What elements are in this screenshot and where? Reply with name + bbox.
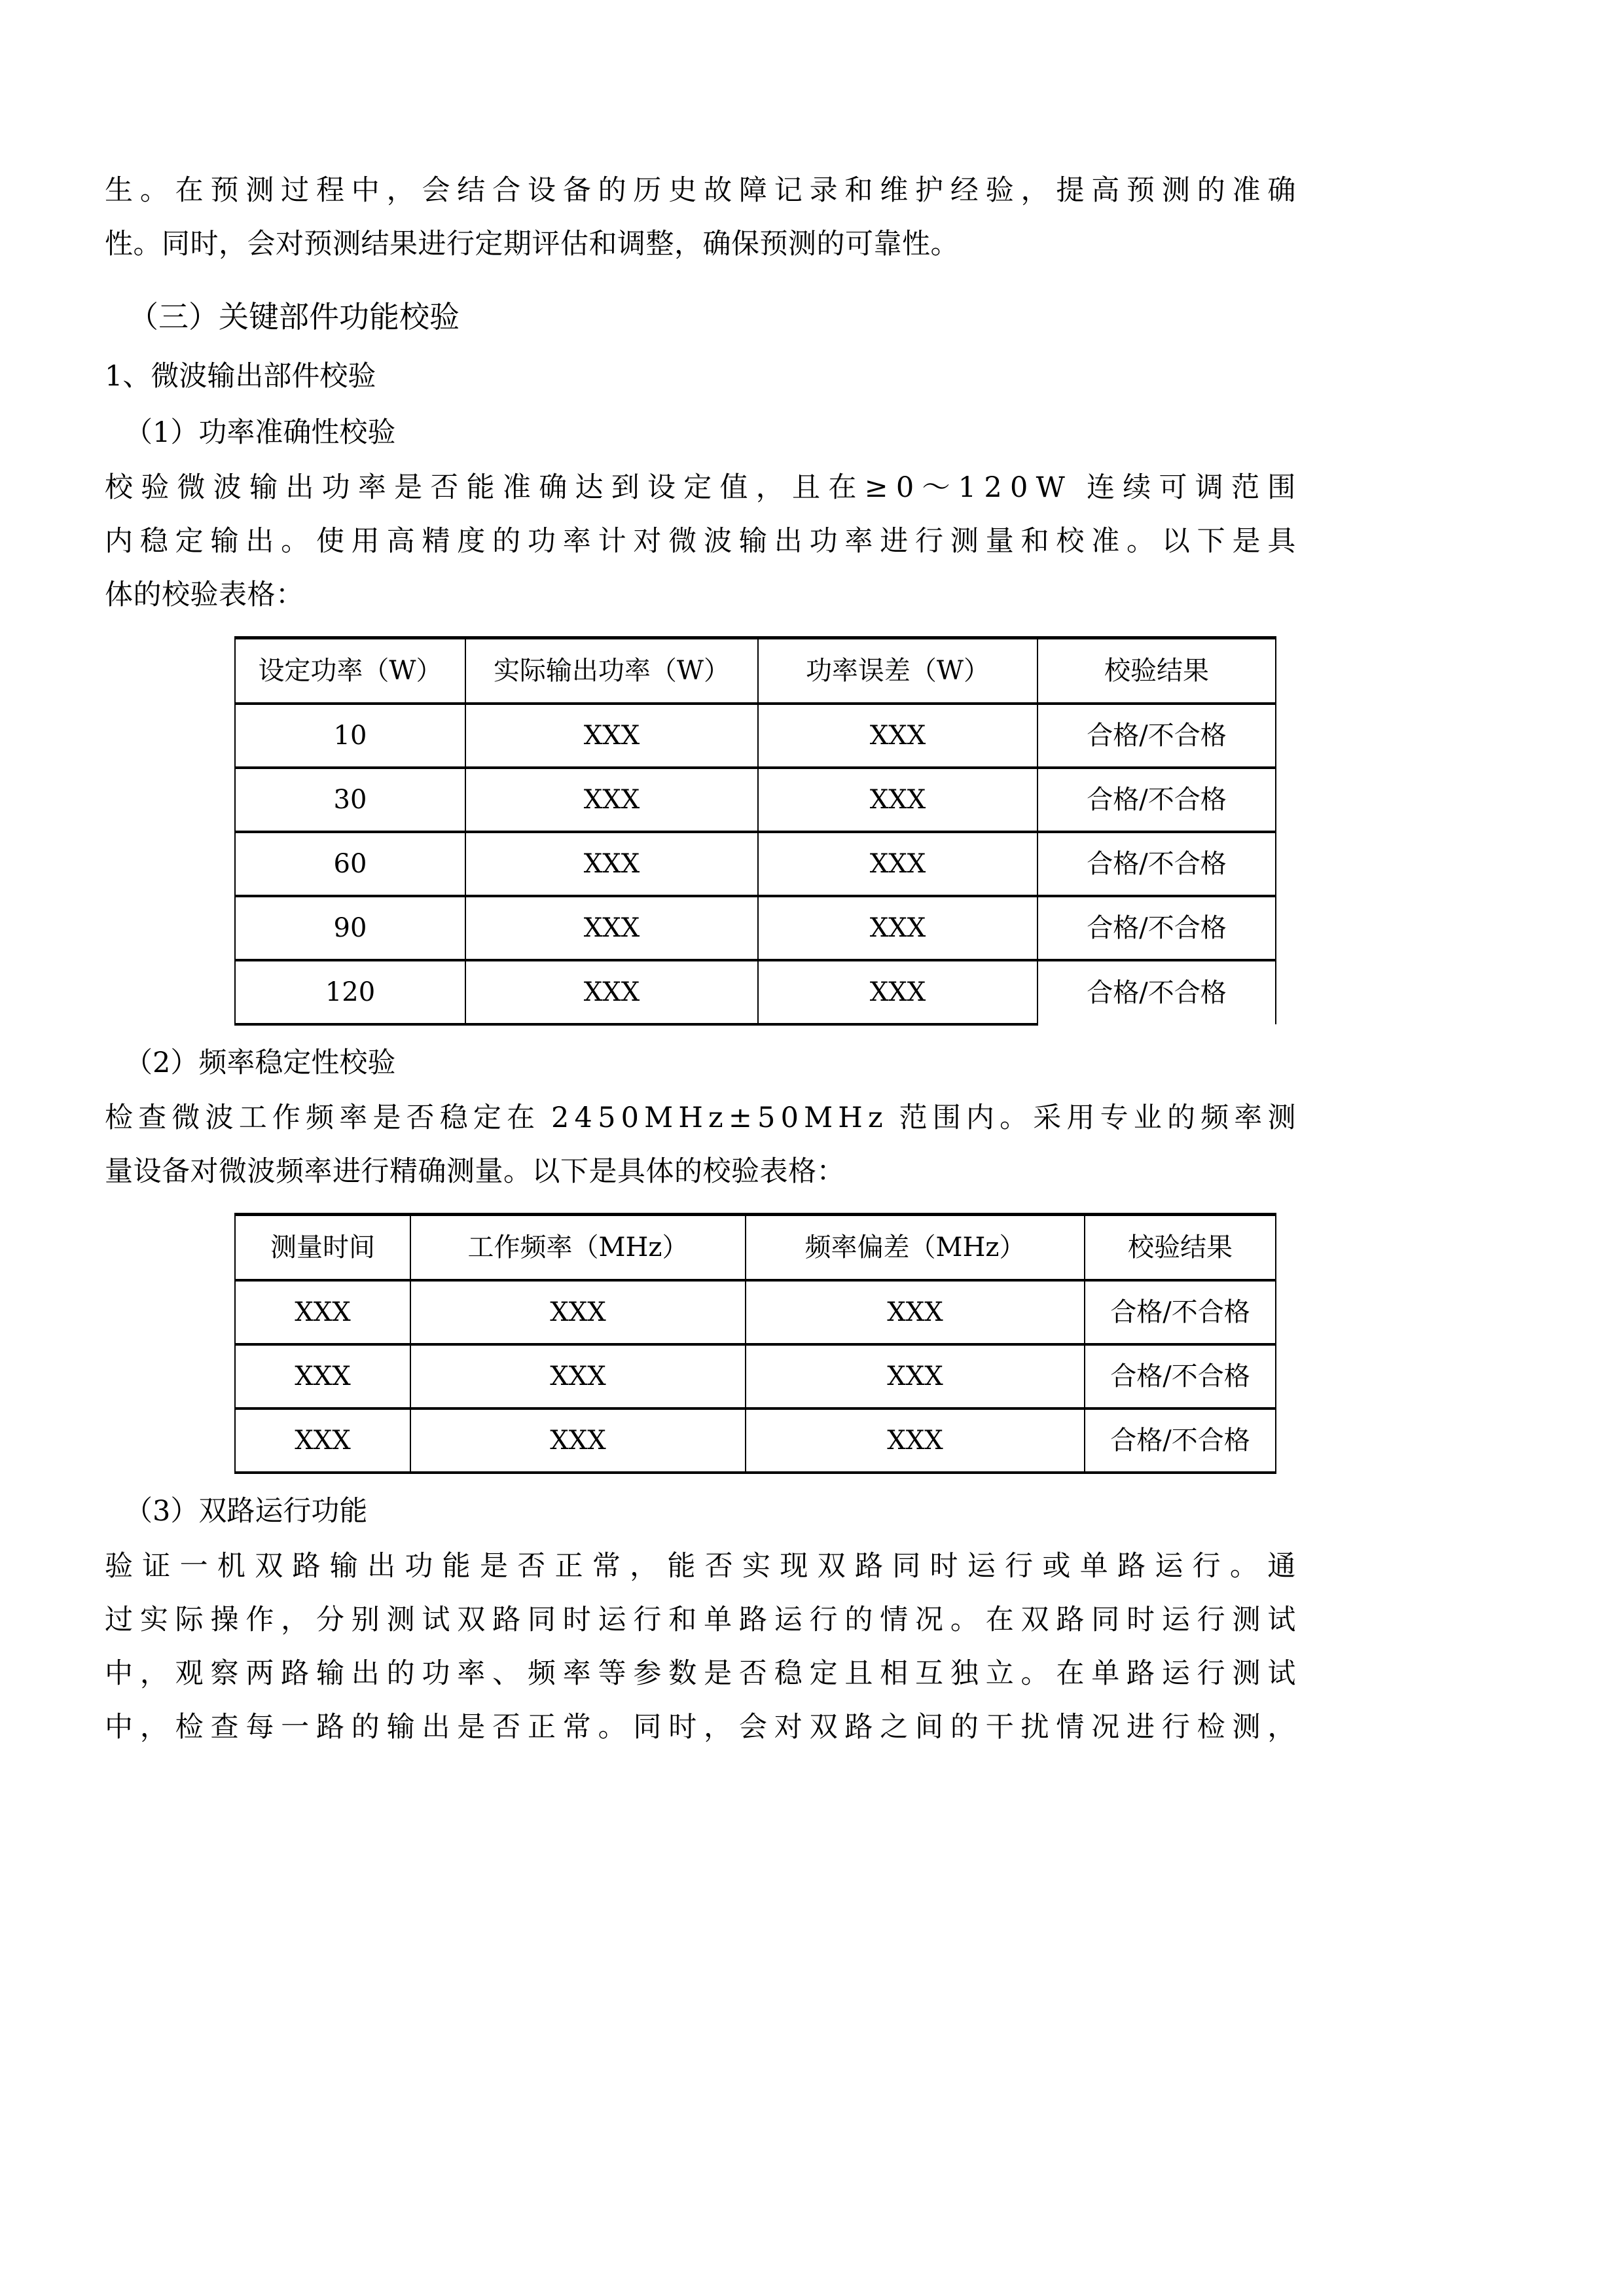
table-cell: XXX <box>465 704 758 768</box>
table-row <box>235 1344 1276 1408</box>
heading-sub-2: （2）频率稳定性校验 <box>124 1047 396 1079</box>
paragraph-line: 过 实 际 操 作 ， 分 别 测 试 双 路 同 时 运 行 和 单 路 运 行 的 情 况 。 在 双 路 同 时 运 行 测 试 <box>105 1604 1296 1636</box>
table-cell: XXX <box>758 960 1038 1024</box>
table-cell: 合格/不合格 <box>1038 960 1276 1024</box>
table-power-wrapper <box>105 622 1296 1035</box>
table-cell: XXX <box>465 960 758 1024</box>
heading-sub-1: （1）功率准确性校验 <box>124 416 396 449</box>
table-cell: XXX <box>410 1280 746 1344</box>
paragraph-line: 量设备对微波频率进行精确测量。以下是具体的校验表格： <box>105 1155 845 1188</box>
heading-section: （三）关键部件功能校验 <box>128 299 460 334</box>
paragraph-line: 中 ， 观 察 两 路 输 出 的 功 率 、 频 率 等 参 数 是 否 稳 定 且 相 互 独 立 。 在 单 路 运 行 测 试 <box>105 1657 1296 1690</box>
table-row <box>235 704 1276 768</box>
table-frequency-wrapper <box>105 1198 1296 1483</box>
paragraph-frequency <box>105 1091 1296 1198</box>
table-header-cell: 实际输出功率（W） <box>465 638 758 704</box>
table-row <box>235 896 1276 960</box>
paragraph-line: 检 查 微 波 工 作 频 率 是 否 稳 定 在 2 4 5 0 M H z ± 5 0 M H z 范 围 内 。 采 用 专 业 的 频 率 测 <box>105 1102 1296 1134</box>
table-cell: 60 <box>235 832 465 896</box>
table-cell: 10 <box>235 704 465 768</box>
table-cell: 120 <box>235 960 465 1024</box>
heading-sub-3: （3）双路运行功能 <box>124 1495 368 1528</box>
paragraph-line: 体的校验表格： <box>105 579 304 611</box>
table-cell: 合格/不合格 <box>1038 704 1276 768</box>
table-cell: 合格/不合格 <box>1085 1344 1276 1408</box>
table-cell: XXX <box>410 1344 746 1408</box>
table-cell: 合格/不合格 <box>1085 1408 1276 1473</box>
table-cell: XXX <box>746 1344 1085 1408</box>
table-header-cell: 测量时间 <box>235 1215 410 1281</box>
table-cell: XXX <box>758 704 1038 768</box>
table-cell: XXX <box>410 1408 746 1473</box>
table-row <box>235 1280 1276 1344</box>
table-cell: XXX <box>235 1344 410 1408</box>
table-cell: XXX <box>465 896 758 960</box>
table-cell: 合格/不合格 <box>1038 768 1276 832</box>
table-cell: 合格/不合格 <box>1038 896 1276 960</box>
table-cell: XXX <box>235 1280 410 1344</box>
table-cell: XXX <box>746 1280 1085 1344</box>
table-header-row <box>235 638 1276 704</box>
table-row <box>235 960 1276 1024</box>
paragraph-line: 中 ， 检 查 每 一 路 的 输 出 是 否 正 常 。 同 时 ， 会 对 双 路 之 间 的 干 扰 情 况 进 行 检 测 ， <box>105 1711 1296 1744</box>
table-row <box>235 768 1276 832</box>
table-cell: 90 <box>235 896 465 960</box>
paragraph-line: 校 验 微 波 输 出 功 率 是 否 能 准 确 达 到 设 定 值 ， 且 在 ≥ 0 ～ 1 2 0 W 连 续 可 调 范 围 <box>105 471 1296 504</box>
table-cell: 30 <box>235 768 465 832</box>
table-cell: XXX <box>758 768 1038 832</box>
table-header-cell: 功率误差（W） <box>758 638 1038 704</box>
table-row <box>235 1408 1276 1473</box>
table-row <box>235 832 1276 896</box>
table-cell: XXX <box>465 832 758 896</box>
table-cell: XXX <box>746 1408 1085 1473</box>
table-header-cell: 频率偏差（MHz） <box>746 1215 1085 1281</box>
paragraph-line: 验 证 一 机 双 路 输 出 功 能 是 否 正 常 ， 能 否 实 现 双 路 同 时 运 行 或 单 路 运 行 。 通 <box>105 1550 1296 1583</box>
table-frequency-calibration <box>234 1213 1276 1474</box>
table-cell: 合格/不合格 <box>1085 1280 1276 1344</box>
table-cell: XXX <box>465 768 758 832</box>
table-header-cell: 校验结果 <box>1038 638 1276 704</box>
spacer <box>105 271 1296 279</box>
table-header-cell: 校验结果 <box>1085 1215 1276 1281</box>
paragraph-line: 性。同时，会对预测结果进行定期评估和调整，确保预测的可靠性。 <box>105 228 959 260</box>
table-cell: XXX <box>758 832 1038 896</box>
paragraph-power <box>105 461 1296 622</box>
table-header-cell: 设定功率（W） <box>235 638 465 704</box>
paragraph-intro <box>105 164 1296 271</box>
table-header-cell: 工作频率（MHz） <box>410 1215 746 1281</box>
paragraph-line: 内 稳 定 输 出 。 使 用 高 精 度 的 功 率 计 对 微 波 输 出 功 率 进 行 测 量 和 校 准 。 以 下 是 具 <box>105 525 1296 558</box>
table-cell: XXX <box>235 1408 410 1473</box>
page-content <box>105 164 1296 1754</box>
table-cell: 合格/不合格 <box>1038 832 1276 896</box>
table-power-calibration <box>234 636 1276 1026</box>
paragraph-line: 生 。 在 预 测 过 程 中 ， 会 结 合 设 备 的 历 史 故 障 记 录 和 维 护 经 验 ， 提 高 预 测 的 准 确 <box>105 174 1296 207</box>
table-cell: XXX <box>758 896 1038 960</box>
paragraph-dual-channel <box>105 1539 1296 1754</box>
table-header-row <box>235 1215 1276 1281</box>
heading-item-1: 1、微波输出部件校验 <box>105 360 376 393</box>
